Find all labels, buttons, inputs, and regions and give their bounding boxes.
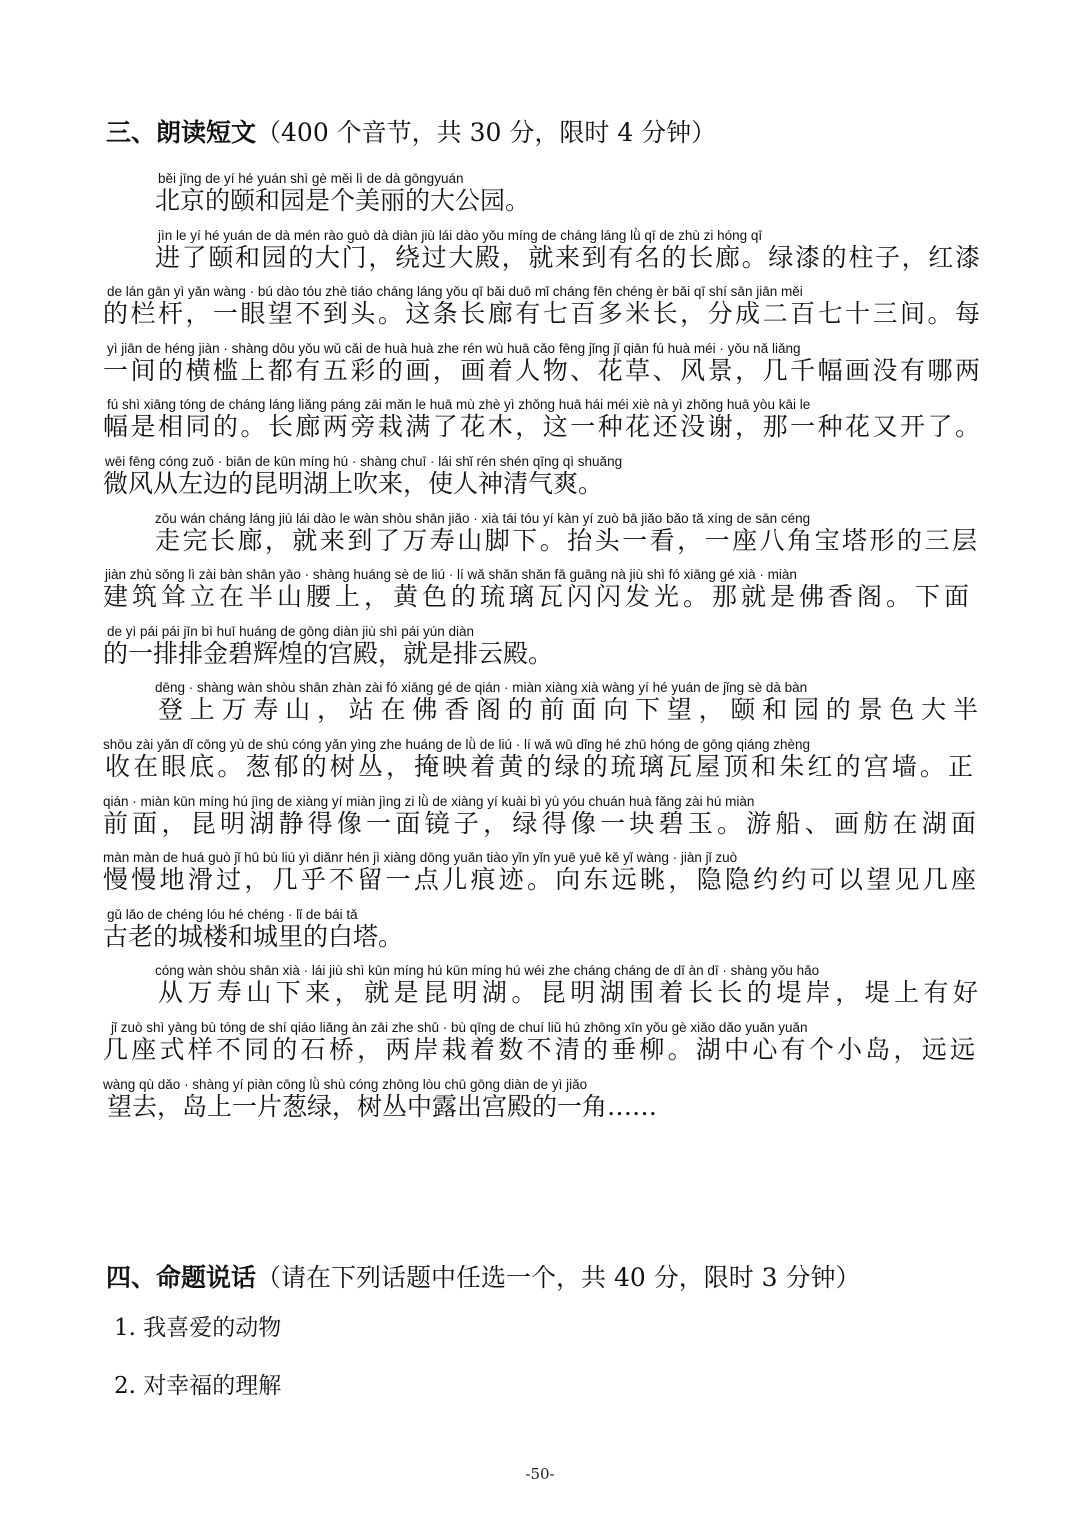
passage-line xyxy=(103,793,983,850)
pinyin-text: màn màn de huá guò jǐ hū bù liú yì diǎnr hén jì xiàng dōng yuǎn tiào yǐn yǐn yuē yuē kě yǐ wàng · jiàn jǐ zuò xyxy=(103,850,738,866)
hanzi-text: 慢慢地滑过，几乎不留一点儿痕迹。向东远眺，隐隐约约可以望见几座 xyxy=(103,865,976,895)
section-3-title xyxy=(106,118,716,148)
hanzi-text: 前面，昆明湖静得像一面镜子，绿得像一块碧玉。游船、画舫在湖面 xyxy=(103,808,976,838)
hanzi-text: 建筑耸立在半山腰上，黄色的琉璃瓦闪闪发光。那就是佛香阁。下面 xyxy=(103,582,969,612)
pinyin-text: zǒu wán cháng láng jiù lái dào le wàn shòu shān jiǎo · xià tái tóu yí kàn yí zuò bā jiǎo bǎo tǎ xíng de sān céng xyxy=(155,510,811,526)
pinyin-text: běi jīng de yí hé yuán shì gè měi lì de dà gōngyuán xyxy=(158,171,464,186)
pinyin-text: de lán gān yì yǎn wàng · bú dào tóu zhè tiáo cháng láng yǒu qī bǎi duō mǐ cháng fēn chéng èr bǎi qī shí sān jiān měi xyxy=(107,284,803,300)
topic-list xyxy=(114,1313,281,1429)
pinyin-text: cóng wàn shòu shān xià · lái jiù shì kūn míng hú kūn míng hú wéi zhe cháng cháng de dī àn dī · shàng yǒu hǎo xyxy=(155,963,820,979)
pinyin-text: de yì pái pái jīn bì huī huáng de gōng diàn jiù shì pái yún diàn xyxy=(107,623,475,639)
passage-line xyxy=(103,1076,983,1133)
passage-line xyxy=(103,227,983,284)
pinyin-text: wàng qù dǎo · shàng yí piàn cōng lǜ shù cóng zhōng lòu chū gōng diàn de yì jiǎo xyxy=(103,1076,588,1092)
passage-line xyxy=(103,849,983,906)
hanzi-text: 进了颐和园的大门，绕过大殿，就来到有名的长廊。绿漆的柱子，红漆 xyxy=(155,242,980,272)
section-4-title xyxy=(106,1263,861,1293)
hanzi-text: 几座式样不同的石桥，两岸栽着数不清的垂柳。湖中心有个小岛，远远 xyxy=(103,1034,975,1064)
hanzi-text: 走完长廊，就来到了万寿山脚下。抬头一看，一座八角宝塔形的三层 xyxy=(155,525,977,555)
pinyin-text: yì jiān de héng jiàn · shàng dōu yǒu wǔ cǎi de huà huà zhe rén wù huā cǎo fēng jǐng jǐ qiān fú huà méi · yǒu nǎ liǎng xyxy=(107,340,801,356)
pinyin-text: fú shì xiāng tóng de cháng láng liǎng páng zāi mǎn le huā mù zhè yì zhǒng huā hái méi xiè nà yì zhǒng huā yòu kāi le xyxy=(107,397,811,413)
passage-line xyxy=(103,962,983,1019)
hanzi-text: 的栏杆，一眼望不到头。这条长廊有七百多米长，分成二百七十三间。每 xyxy=(103,299,980,329)
pinyin-text: gǔ lǎo de chéng lóu hé chéng · lǐ de bái tǎ xyxy=(107,906,358,922)
passage-line xyxy=(103,566,983,623)
passage-line xyxy=(103,396,983,453)
passage-line xyxy=(103,170,983,227)
section-4-note: （请在下列话题中任选一个，共 40 分，限时 3 分钟） xyxy=(256,1263,861,1292)
reading-passage xyxy=(103,170,983,1132)
passage-line xyxy=(103,623,983,680)
hanzi-text: 微风从左边的昆明湖上吹来，使人神清气爽。 xyxy=(103,468,604,498)
section-3-heading: 三、朗读短文 xyxy=(106,118,257,147)
pinyin-text: qián · miàn kūn míng hú jìng de xiàng yí miàn jìng zi lǜ de xiàng yí kuài bì yù yóu chuán huà fǎng zài hú miàn xyxy=(103,793,755,809)
passage-line xyxy=(103,736,983,793)
pinyin-text: shōu zài yǎn dǐ cōng yù de shù cóng yǎn yìng zhe huáng de lǜ de liú · lí wǎ wū dǐng hé zhū hóng de gōng qiáng zhèng xyxy=(103,736,811,752)
passage-line xyxy=(103,283,983,340)
pinyin-text: dēng · shàng wàn shòu shān zhàn zài fó xiāng gé de qián · miàn xiàng xià wàng yí hé yuán de jǐng sè dà bàn xyxy=(155,680,808,696)
section-4-heading: 四、命题说话 xyxy=(106,1263,257,1292)
topic-item: 1. 我喜爱的动物 xyxy=(114,1315,282,1341)
pinyin-text: jǐ zuò shì yàng bù tóng de shí qiáo liǎng àn zāi zhe shǔ · bù qīng de chuí liǔ hú zhōng xīn yǒu gè xiǎo dǎo yuǎn yuǎn xyxy=(111,1019,808,1035)
hanzi-text: 幅是相同的。长廊两旁栽满了花木，这一种花还没谢，那一种花又开了。 xyxy=(103,412,980,442)
passage-line xyxy=(103,1019,983,1076)
hanzi-text: 北京的颐和园是个美丽的大公园。 xyxy=(155,186,531,215)
topic-item: 2. 对幸福的理解 xyxy=(114,1373,282,1399)
hanzi-text: 从万寿山下来，就是昆明湖。昆明湖围着长长的堤岸，堤上有好 xyxy=(158,978,978,1008)
pinyin-text: jìn le yí hé yuán de dà mén rào guò dà diàn jiù lái dào yǒu míng de cháng láng lǜ qī de zhù zi hóng qī xyxy=(158,227,763,243)
passage-line xyxy=(103,510,983,567)
passage-line xyxy=(103,679,983,736)
hanzi-text: 古老的城楼和城里的白塔。 xyxy=(103,921,404,951)
pinyin-text: jiàn zhù sǒng lì zài bàn shān yāo · shàng huáng sè de liú · lí wǎ shǎn shǎn fā guāng nà jiù shì fó xiāng gé xià · miàn xyxy=(105,567,797,583)
passage-line xyxy=(103,453,983,510)
hanzi-text: 一间的横槛上都有五彩的画，画着人物、花草、风景，几千幅画没有哪两 xyxy=(103,355,980,385)
passage-line xyxy=(103,906,983,963)
page-number: -50- xyxy=(525,1465,555,1483)
hanzi-text: 登上万寿山，站在佛香阁的前面向下望，颐和园的景色大半 xyxy=(158,695,978,725)
hanzi-text: 的一排排金碧辉煌的宫殿，就是排云殿。 xyxy=(103,638,554,668)
hanzi-text: 收在眼底。葱郁的树丛，掩映着黄的绿的琉璃瓦屋顶和朱红的宫墙。正 xyxy=(105,751,973,781)
passage-line xyxy=(103,340,983,397)
hanzi-text: 望去，岛上一片葱绿，树丛中露出宫殿的一角…… xyxy=(107,1091,658,1121)
pinyin-text: wēi fēng cóng zuǒ · biān de kūn míng hú · shàng chuī · lái shǐ rén shén qīng qì shuǎng xyxy=(105,453,623,469)
section-3-note: （400 个音节，共 30 分，限时 4 分钟） xyxy=(256,118,717,147)
